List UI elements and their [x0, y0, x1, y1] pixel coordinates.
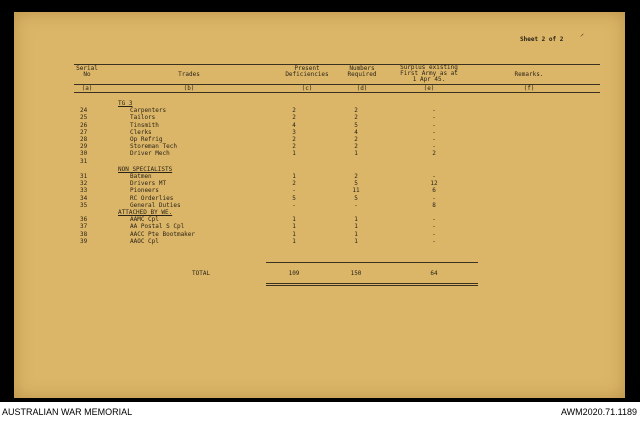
row-required: 1: [354, 237, 358, 245]
row-present: 2: [292, 114, 296, 122]
total-rule-1: [266, 283, 478, 284]
row-present: 2: [292, 143, 296, 151]
section-title: NON SPECIALISTS: [118, 165, 173, 173]
row-present: 1: [292, 223, 296, 231]
column-letter: (a): [81, 85, 93, 92]
sheet-number: Sheet 2 of 2: [520, 36, 564, 43]
row-present: 1: [292, 173, 296, 180]
row-serial: 32: [80, 180, 88, 188]
row-present: -: [292, 201, 296, 209]
row-required: 2: [354, 173, 358, 180]
row-surplus: -: [432, 114, 436, 122]
row-required: 5: [354, 180, 358, 188]
row-serial: 37: [80, 223, 88, 231]
row-trade: AACC Pte Bootmaker: [130, 230, 196, 238]
column-letter: (b): [183, 85, 195, 92]
row-surplus: -: [432, 107, 436, 115]
row-serial: 25: [80, 114, 88, 122]
footer-institution: AUSTRALIAN WAR MEMORIAL: [2, 407, 133, 417]
row-serial: 26: [80, 121, 88, 129]
row-trade: Tinsmith: [130, 121, 159, 129]
row-trade: AA Postal S Cpl: [130, 223, 185, 231]
row-serial: 29: [80, 143, 88, 151]
row-serial: 27: [80, 128, 88, 136]
footer-accession: AWM2020.71.1189: [560, 407, 637, 417]
row-surplus: -: [432, 136, 436, 143]
row-required: 5: [354, 121, 358, 129]
row-required: 1: [354, 230, 358, 238]
row-present: 4: [292, 121, 296, 129]
total-present: 109: [288, 270, 300, 277]
section-title: TG 3: [118, 100, 133, 107]
row-serial: 34: [80, 194, 88, 202]
row-present: 1: [292, 230, 296, 238]
row-trade: AAOC Cpl: [130, 237, 159, 245]
row-required: 2: [354, 143, 358, 151]
header-remarks: Remarks.: [514, 71, 544, 78]
row-surplus: -: [432, 194, 436, 202]
row-surplus: -: [432, 216, 436, 224]
row-required: 2: [354, 107, 358, 115]
header-surplus: Surplus existing: [400, 64, 458, 71]
header-surplus: 1 Apr 45.: [412, 76, 446, 83]
row-present: 1: [292, 216, 296, 224]
row-surplus: 8: [432, 201, 436, 209]
row-serial: 33: [80, 187, 88, 195]
header-trades: Trades: [178, 71, 200, 78]
pre-total-rule: [266, 262, 478, 263]
letters-rule: [74, 92, 600, 93]
column-letter: (e): [423, 85, 435, 92]
row-present: -: [292, 187, 296, 195]
row-required: 1: [354, 216, 358, 224]
top-rule: [74, 64, 600, 65]
row-required: 2: [354, 114, 358, 122]
row-serial: 24: [80, 107, 88, 115]
document-sheet: [14, 12, 625, 398]
total-rule-2: [266, 285, 478, 286]
row-serial: 31: [80, 173, 88, 180]
row-serial: 36: [80, 216, 88, 224]
row-trade: Carpenters: [130, 107, 167, 115]
row-present: 5: [292, 194, 296, 202]
row-trade: AAMC Cpl: [130, 216, 159, 224]
header-numbers: Required: [347, 71, 377, 78]
row-trade: Tailors: [130, 114, 156, 122]
row-required: 2: [354, 136, 358, 143]
row-required: 4: [354, 128, 358, 136]
column-letter: (f): [523, 85, 535, 92]
row-present: 2: [292, 136, 296, 143]
header-numbers: Numbers: [349, 65, 375, 72]
row-trade: Driver Mech: [130, 150, 170, 158]
row-surplus: -: [432, 121, 436, 129]
header-present: Present: [294, 65, 320, 72]
row-required: 11: [352, 187, 360, 195]
header-present: Deficiencies: [285, 71, 329, 78]
row-required: 1: [354, 150, 358, 158]
row-required: 5: [354, 194, 358, 202]
row-required: 1: [354, 223, 358, 231]
row-serial: 28: [80, 136, 88, 143]
row-trade: Pioneers: [130, 187, 159, 195]
header-rule: [74, 84, 600, 85]
row-surplus: -: [432, 223, 436, 231]
row-present: 2: [292, 107, 296, 115]
row-trade: Batmen: [130, 173, 152, 180]
header-serial: No: [83, 71, 91, 78]
section-title: ATTACHED BY WE.: [118, 209, 173, 216]
row-present: 3: [292, 128, 296, 136]
header-serial: Serial: [76, 65, 98, 72]
row-surplus: -: [432, 237, 436, 245]
row-serial: 35: [80, 201, 88, 209]
document-mark: ⸝: [580, 29, 584, 38]
total-surplus: 64: [430, 270, 438, 277]
row-trade: Drivers MT: [130, 180, 167, 188]
column-letter: (d): [356, 85, 368, 92]
row-trade: Op Refrig: [130, 136, 163, 143]
header-surplus: First Army as at: [400, 70, 458, 77]
row-surplus: -: [432, 143, 436, 151]
row-trade: Clerks: [130, 128, 152, 136]
row-serial: 38: [80, 230, 88, 238]
row-present: 1: [292, 237, 296, 245]
row-surplus: 12: [430, 180, 438, 188]
footer-bar: [0, 402, 640, 422]
row-surplus: -: [432, 230, 436, 238]
row-present: 1: [292, 150, 296, 158]
total-required: 150: [350, 270, 362, 277]
row-required: -: [354, 201, 358, 209]
row-surplus: -: [432, 173, 436, 180]
row-present: 2: [292, 180, 296, 188]
row-trade: RC Orderlies: [130, 194, 174, 202]
row-serial: 39: [80, 237, 88, 245]
row-trade: Storeman Tech: [130, 143, 177, 151]
row-surplus: 2: [432, 150, 436, 158]
row-serial: 30: [80, 150, 88, 158]
row-surplus: -: [432, 128, 436, 136]
row-serial: 31: [80, 157, 88, 165]
column-letter: (c): [301, 85, 313, 92]
row-trade: General Duties: [130, 201, 181, 209]
row-surplus: 6: [432, 187, 436, 195]
total-label: TOTAL: [192, 270, 211, 277]
